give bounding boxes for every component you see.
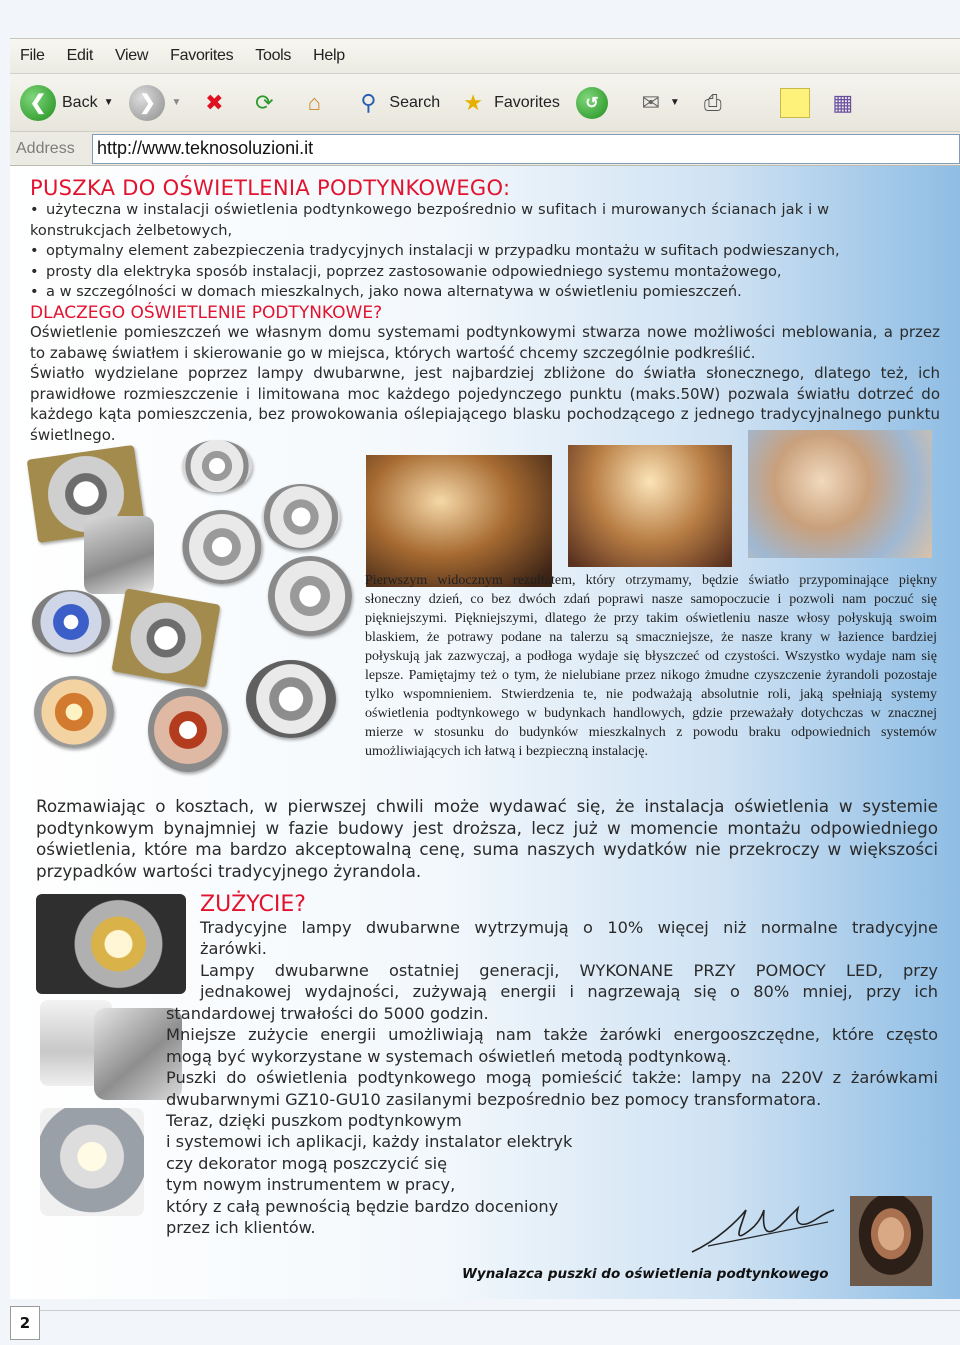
stop-button[interactable] [197,86,231,120]
closing-line: który z całą pewnością będzie bardzo doceniony [166,1197,559,1216]
favorites-label: Favorites [494,93,560,111]
crystal-downlight-image [32,590,110,654]
history-button[interactable] [576,87,608,119]
usage-line: standardowej trwałości do 5000 godzin. [166,1004,489,1023]
closing-line: tym nowym instrumentem w pracy, [166,1175,456,1194]
print-button[interactable] [696,86,730,120]
menu-help[interactable]: Help [313,47,345,64]
usage-line: Puszki do oświetlenia podtynkowego mogą pomieścić także: lampy na 220V z żarówkami [166,1068,938,1087]
chevron-down-icon: ▼ [103,97,114,108]
research-button[interactable] [826,86,860,120]
paragraph: Oświetlenie pomieszczeń we własnym domu systemami podtynkowymi stwarza nowe możliwości meblowania, a przez to zabawę światłem i skierowanie go w miejsca, których wartość chcemy szczególnie podkreślić. [30,323,940,362]
halogen-lamp-image [36,894,186,994]
menu-file[interactable]: File [20,47,45,64]
browser-toolbar [10,74,960,132]
history-icon: ↺ [576,87,608,119]
forward-button[interactable] [129,85,181,121]
signature-drawing [688,1200,838,1260]
list-item: • użyteczna w instalacji oświetlenia podtynkowego bezpośrednio w sufitach i murowanych ścianach jak i w [30,200,940,221]
fresco-ceiling-photo [748,430,932,558]
star-icon: ★ [463,89,483,115]
intro-text [30,322,940,445]
chevron-down-icon: ▼ [171,97,182,108]
list-item: • prosty dla elektryka sposób instalacji, poprzez zastosowanie odpowiedniego systemu montażowego, [30,262,940,283]
stop-icon: ✖ [205,89,224,115]
mail-button[interactable] [634,86,680,120]
home-button[interactable] [297,86,331,120]
address-input[interactable]: http://www.teknosoluzioni.it [92,134,960,164]
forward-arrow-icon: ❯ [129,85,165,121]
printer-icon: ⎙ [703,89,722,115]
menu-tools[interactable]: Tools [255,47,292,64]
closing-line: przez ich klientów. [166,1218,316,1237]
cost-paragraph: Rozmawiając o kosztach, w pierwszej chwili może wydawać się, że instalacja oświetlenia w systemie podtynkowym bynajmniej w fazie budowy jest droższa, lecz już w momencie montażu odpowiedniego oświetlenia, które ma bardzo akceptowalną cenę, suma naszych wydatków nie przekroczy w większości przypadków wartości tradycyjnego żyrandola. [36,796,938,881]
square-downlight-image [111,588,220,687]
books-icon: ▦ [832,89,854,115]
list-item: • a w szczególności w domach mieszkalnych, jako nowa alternatywa w oświetleniu pomieszczeń. [30,282,940,303]
signature-caption: Wynalazca puszki do oświetlenia podtynkowego [462,1266,829,1282]
round-downlight-image [268,556,352,636]
red-downlight-image [148,688,228,772]
chevron-down-icon: ▼ [669,97,680,108]
benefits-text: Pierwszym widocznym rezultatem, który otrzymamy, będzie światło przypominające piękny słoneczny dzień, co bez dwóch zdań poprawi nasze samopoczucie i pozwoli nam poczuć się piękniejszymi. Piękniejszymi, dlatego że przy takim oświetleniu nasze włosy połyskują swoim blaskiem, że potrawy podane na talerzu są smaczniejsze, że nasze krany w łazience bardziej połyskują jak zazwyczaj, a podłoga wydaje się błyszczeć od czystości. Wszystko wydaje nam się lepsze. Pamiętajmy też o tym, że nielubiane przez nikogo żmudne czyszczenie żyrandoli pozostaje tylko wspomnieniem. Stwierdzenia te, nie podważają absolutnie roli, jaką spełniają systemy oświetlenia podtynkowego w budynkach handlowych, gdzie przeważały dotychczas w znacznej mierze w stosunku do budynków mieszkalnych z powodu braku odpowiednich systemów umożliwiających ich łatwą i bezpieczną instalację. [365,573,937,759]
round-downlight-image [246,660,336,738]
refresh-button[interactable] [247,86,281,120]
favorites-button[interactable] [456,86,560,120]
back-arrow-icon: ❮ [20,85,56,121]
search-label: Search [389,93,441,111]
usage-line: żarówki. [200,939,267,958]
menu-favorites[interactable]: Favorites [170,47,234,64]
page-number: 2 [10,1306,40,1340]
bullet-icon: • [30,262,39,280]
usage-line: Lampy dwubarwne ostatniej generacji, WYKONANE PRZY POMOCY LED, przy [200,961,938,980]
closing-line: i systemowi ich aplikacji, każdy instalator elektryk [166,1132,573,1151]
section-title-zuzycie: ZUŻYCIE? [200,892,306,917]
round-downlight-image [182,510,262,584]
refresh-icon: ⟳ [255,89,274,115]
inventor-portrait-photo [850,1196,932,1286]
round-downlight-image [182,440,252,492]
search-icon: ⚲ [360,89,377,115]
bullet-icon: • [30,283,39,300]
usage-line: jednakowej wydajności, zużywają energii i nagrzewają się o 80% mniej, przy ich [200,982,938,1001]
section-title-dlaczego: DLACZEGO OŚWIETLENIE PODTYNKOWE? [30,303,383,323]
section-title-puszka: PUSZKA DO OŚWIETLENIA PODTYNKOWEGO: [30,176,511,200]
ceiling-interior-photo [366,455,552,587]
usage-line: Mniejsze zużycie energii umożliwiają nam także żarówki energooszczędne, które często [166,1025,938,1044]
bullet-icon: • [30,201,39,218]
paragraph: Światło wydzielane poprzez lampy dwubarwne, jest najbardziej zbliżone do światła słonecznego, dlatego też, ich prawidłowe rozmieszczenie i limitowana moc każdego pojedynczego punktu (maks.50W) pozwala światłu dotrzeć do każdego kąta pomieszczenia, bez prowokowania oślepiającego blasku pochodzącego z jednego tradycyjnalnego punktu świetlnego. [30,364,940,444]
closing-line: Teraz, dzięki puszkom podtynkowym [166,1111,462,1130]
notes-button[interactable] [780,88,810,118]
home-icon: ⌂ [307,89,322,115]
round-downlight-image [262,484,340,550]
usage-line: Tradycyjne lampy dwubarwne wytrzymują o 10% więcej niż normalne tradycyjne [200,918,938,937]
back-label: Back [62,93,98,111]
search-button[interactable] [351,86,440,120]
closing-line: czy dekorator mogą poszczycić się [166,1154,448,1173]
bullet-icon: • [30,242,39,259]
list-item: • optymalny element zabezpieczenia tradycyjnych instalacji w przypadku montażu w sufitach podwieszanych, [30,241,940,262]
menu-edit[interactable]: Edit [66,47,93,64]
address-bar [10,132,960,166]
back-button[interactable] [20,85,113,121]
menu-bar [10,38,960,74]
feature-list [30,200,940,303]
usage-line: mogą być wykorzystane w systemach oświetleń metodą podtynkową. [166,1047,732,1066]
address-label: Address [16,139,75,157]
footer-divider [40,1310,960,1311]
amber-downlight-image [34,676,114,748]
mail-icon: ✉ [641,89,661,115]
note-icon [780,88,810,118]
usage-line: dwubarwnymi GZ10-GU10 zasilanymi bezpośrednio bez pomocy transformatora. [166,1090,822,1109]
led-bulb-image [84,516,154,594]
list-item-continuation: konstrukcjach żelbetowych, [30,221,233,239]
arched-ceiling-photo [568,445,732,567]
menu-view[interactable]: View [114,47,149,64]
fixture-with-bulb-image [40,1108,144,1216]
